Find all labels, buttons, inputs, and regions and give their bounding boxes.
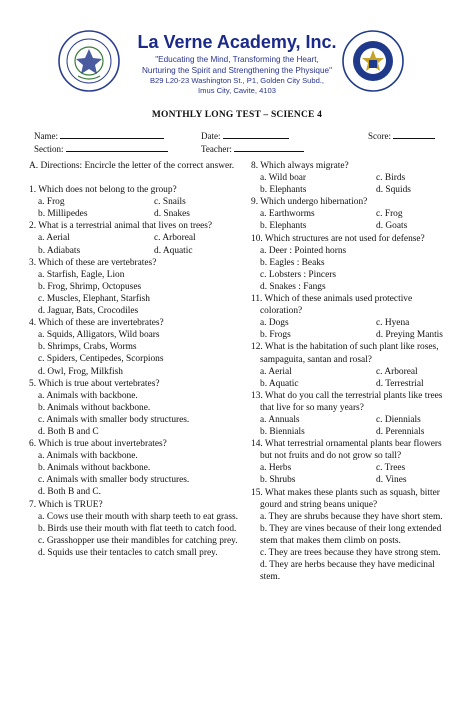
question-9: 9. Which undergo hibernation? a. Earthworms c. Frog b. Elephants d. Goats	[251, 197, 408, 232]
option[interactable]: c. Spiders, Centipedes, Scorpions	[38, 354, 164, 365]
option[interactable]: a. Starfish, Eagle, Lion	[38, 269, 125, 280]
option[interactable]: d. Squids use their tentacles to catch small prey.	[38, 547, 218, 558]
option[interactable]: d. Squids	[376, 185, 411, 196]
option[interactable]: b. Eagles : Beaks	[260, 257, 325, 268]
option[interactable]: a. Wild boar	[260, 173, 307, 184]
section-line[interactable]	[66, 143, 168, 152]
school-motto: "Educating the Mind, Transforming the Heart, Nurturing the Spirit and Strengthening the Physique"	[142, 55, 332, 75]
option[interactable]: b. They are vines because of their long extended stem that makes them climb on posts.	[260, 523, 442, 546]
option[interactable]: d. Owl, Frog, Milkfish	[38, 366, 123, 377]
option[interactable]: d. Perennials	[376, 427, 425, 438]
score-field[interactable]: Score:	[368, 130, 435, 141]
option[interactable]: c. Diennials	[376, 414, 421, 425]
option[interactable]: d. Goats	[376, 221, 408, 232]
teacher-line[interactable]	[234, 143, 304, 152]
directions: A. Directions: Encircle the letter of the correct answer.	[29, 161, 235, 171]
question-3: 3. Which of these are vertebrates? a. Starfish, Eagle, Lion b. Frog, Shrimp, Octopuses c. Muscles, Elephant, Starfish d. Jaguar, Bats, Crocodiles	[29, 257, 241, 317]
deped-seal-icon	[342, 30, 404, 92]
option[interactable]: a. Squids, Alligators, Wild boars	[38, 330, 160, 341]
option[interactable]: b. Shrimps, Crabs, Worms	[38, 342, 137, 353]
option[interactable]: d. Vines	[376, 475, 407, 486]
question-1: 1. Which does not belong to the group? a. Frog c. Snails b. Millipedes d. Snakes	[29, 185, 190, 220]
option[interactable]: c. They are trees because they have strong stem.	[260, 548, 441, 558]
questions-right-column	[251, 160, 451, 583]
option[interactable]: a. Aerial	[38, 233, 70, 244]
option[interactable]: b. Elephants	[260, 221, 307, 232]
option[interactable]: d. Aquatic	[154, 245, 193, 256]
option[interactable]: c. Birds	[376, 173, 406, 184]
score-line[interactable]	[393, 130, 435, 139]
question-2: 2. What is a terrestrial animal that lives on trees? a. Aerial c. Arboreal b. Adiabats d. Aquatic	[29, 221, 213, 256]
option[interactable]: c. Arboreal	[154, 233, 196, 244]
question-13: 13. What do you call the terrestrial plants like trees that live for so many years? a. Annuals c. Diennials b. Biennials d. Perennials	[251, 390, 443, 438]
option[interactable]: d. Snakes : Fangs	[260, 281, 326, 292]
option[interactable]: a. Herbs	[260, 463, 292, 474]
option[interactable]: a. Animals with backbone.	[38, 390, 138, 401]
option[interactable]: a. Earthworms	[260, 209, 315, 220]
question-6: 6. Which is true about invertebrates? a. Animals with backbone. b. Animals without backbone. c. Animals with smaller body structures. d. Both B and C.	[29, 438, 241, 498]
option[interactable]: c. Arboreal	[376, 366, 418, 377]
option[interactable]: b. Adiabats	[38, 245, 81, 256]
question-11: 11. Which of these animals used protective coloration? a. Dogs c. Hyena b. Frogs d. Preying Mantis	[251, 294, 443, 341]
question-10: 10. Which structures are not used for defense? a. Deer : Pointed horns b. Eagles : Beaks c. Lobsters : Pincers d. Snakes : Fangs	[251, 233, 451, 293]
option[interactable]: b. Animals without backbone.	[38, 402, 151, 413]
option[interactable]: c. Muscles, Elephant, Starfish	[38, 293, 150, 304]
option[interactable]: a. Aerial	[260, 366, 292, 377]
option[interactable]: b. Shrubs	[260, 475, 296, 486]
school-name: La Verne Academy, Inc.	[137, 32, 337, 52]
option[interactable]: a. Animals with backbone.	[38, 451, 138, 462]
option[interactable]: a. Cows use their mouth with sharp teeth to eat grass.	[38, 511, 238, 522]
teacher-field[interactable]: Teacher:	[201, 143, 304, 154]
option[interactable]: b. Aquatic	[260, 378, 299, 389]
question-8: 8. Which always migrate? a. Wild boar c. Birds b. Elephants d. Squids	[251, 161, 411, 196]
option[interactable]: b. Elephants	[260, 185, 307, 196]
option[interactable]: d. Both B and C	[38, 426, 99, 437]
question-4: 4. Which of these are invertebrates? a. Squids, Alligators, Wild boars b. Shrimps, Crabs, Worms c. Spiders, Centipedes, Scorpions d. Owl, Frog, Milkfish	[29, 317, 241, 377]
option[interactable]: d. Terrestrial	[376, 378, 424, 389]
school-address: B29 L20-23 Washington St., P1, Golden City Subd., Imus City, Cavite, 4103	[149, 76, 325, 95]
option[interactable]: a. They are shrubs because they have short stem.	[260, 511, 443, 522]
option[interactable]: a. Dogs	[260, 318, 289, 329]
test-title: MONTHLY LONG TEST – SCIENCE 4	[151, 110, 323, 120]
question-7: 7. Which is TRUE? a. Cows use their mouth with sharp teeth to eat grass. b. Birds use their mouth with flat teeth to catch food. c. Grasshopper use their mandibles for catching prey. d. Squids use their tentacles to catch small prey.	[29, 499, 241, 559]
option[interactable]: b. Frog, Shrimp, Octopuses	[38, 281, 142, 292]
option[interactable]: c. Frog	[376, 209, 403, 220]
option[interactable]: c. Snails	[154, 197, 186, 208]
option[interactable]: a. Deer : Pointed horns	[260, 245, 347, 256]
question-5: 5. Which is true about vertebrates? a. Animals with backbone. b. Animals without backbone. c. Animals with smaller body structures. d. Both B and C	[29, 378, 241, 438]
option[interactable]: b. Animals without backbone.	[38, 463, 151, 474]
section-field[interactable]: Section:	[34, 143, 168, 154]
name-line[interactable]	[60, 130, 164, 139]
name-field[interactable]: Name:	[34, 130, 164, 141]
option[interactable]: d. Snakes	[154, 209, 190, 220]
option[interactable]: c. Hyena	[376, 318, 410, 329]
question-15: 15. What makes these plants such as squash, bitter gourd and string beans unique? a. They are shrubs because they have short stem. b. They are vines because of their long extended stem that makes them climb on posts. c. They are trees because they have strong stem. d. They are herbs because they have medicinal stem.	[251, 487, 451, 584]
option[interactable]: b. Millipedes	[38, 209, 88, 220]
option[interactable]: d. Preying Mantis	[376, 330, 443, 341]
option[interactable]: c. Trees	[376, 463, 406, 474]
header	[0, 0, 474, 100]
option[interactable]: b. Biennials	[260, 427, 305, 438]
option[interactable]: c. Animals with smaller body structures.	[38, 414, 190, 425]
option[interactable]: d. They are herbs because they have medicinal stem.	[260, 560, 435, 583]
questions-left-column	[29, 160, 241, 559]
date-field[interactable]: Date:	[201, 130, 289, 141]
option[interactable]: d. Jaguar, Bats, Crocodiles	[38, 306, 139, 317]
option[interactable]: c. Animals with smaller body structures.	[38, 475, 190, 486]
option[interactable]: a. Annuals	[260, 414, 300, 425]
question-14: 14. What terrestrial ornamental plants bear flowers but not fruits and do not grow so tall? a. Herbs c. Trees b. Shrubs d. Vines	[251, 439, 442, 486]
option[interactable]: c. Grasshopper use their mandibles for catching prey.	[38, 535, 238, 546]
option[interactable]: d. Both B and C.	[38, 487, 102, 498]
date-line[interactable]	[223, 130, 289, 139]
option[interactable]: b. Frogs	[260, 330, 291, 341]
question-12: 12. What is the habitation of such plant like roses, sampaguita, santan and rosal? a. Aerial c. Arboreal b. Aquatic d. Terrestrial	[251, 342, 439, 389]
option[interactable]: a. Frog	[38, 197, 65, 208]
option[interactable]: c. Lobsters : Pincers	[260, 269, 337, 280]
option[interactable]: b. Birds use their mouth with flat teeth to catch food.	[38, 523, 237, 534]
